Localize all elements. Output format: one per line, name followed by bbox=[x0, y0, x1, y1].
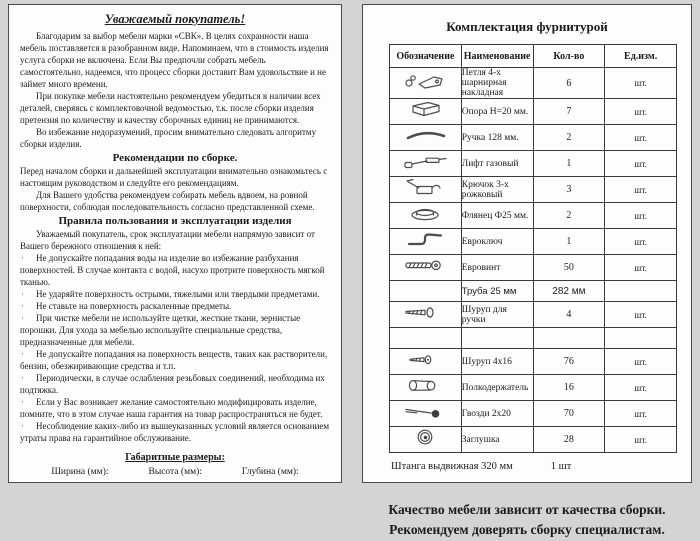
intro-paragraph: При покупке мебели настоятельно рекомендуем убедиться в наличии всех деталей, сверяясь с комплектовочной ведомостью, т.к. после сборки изделия претензия по количеству и качеству сборочных единиц не принимаются. bbox=[20, 90, 330, 126]
table-row: Заглушка 28 шт. bbox=[390, 427, 677, 453]
table-header-row bbox=[390, 45, 677, 68]
table-row: Шуруп для ручки 4 шт. bbox=[390, 302, 677, 328]
table-row: Лифт газовый 1 шт. bbox=[390, 151, 677, 177]
table-row: Полкодержатель 16 шт. bbox=[390, 375, 677, 401]
euro-screw-icon bbox=[401, 255, 449, 275]
assembly-paragraph: Для Вашего удобства рекомендуем собирать мебель вдвоем, на ровной поверхности, соблюдая последовательность согласно представленной схеме. bbox=[20, 189, 330, 213]
table-row: Крючок 3-х рожковый 3 шт. bbox=[390, 177, 677, 203]
table-row: Евроключ 1 шт. bbox=[390, 229, 677, 255]
rules-bullet-list bbox=[20, 252, 330, 444]
width-label: Ширина (мм): bbox=[51, 467, 108, 477]
footer-line: Рекомендуем доверять сборку специалистам. bbox=[363, 520, 691, 540]
col-header-unit: Ед.изм. bbox=[605, 45, 677, 68]
kit-title: Комплектация фурнитурой bbox=[363, 19, 691, 35]
dimensions-row bbox=[20, 467, 330, 477]
list-item: · Периодически, в случае ослабления резьбовых соединений, необходима их подтяжка. bbox=[20, 372, 330, 396]
list-item: · Несоблюдение каких-либо из вышеуказанных условий является основанием утраты права на гарантийное обслуживание. bbox=[20, 420, 330, 444]
table-row: Гвозди 2x20 70 шт. bbox=[390, 401, 677, 427]
list-item: · Не допускайте попадания на поверхность веществ, таких как растворители, бензин, обезжиривающие средства и т.п. bbox=[20, 348, 330, 372]
table-row: Шуруп 4x16 76 шт. bbox=[390, 349, 677, 375]
intro-paragraph: Во избежание недоразумений, просим внимательно следовать алгоритму сборки изделия. bbox=[20, 126, 330, 150]
col-header-name: Наименование bbox=[461, 45, 533, 68]
depth-label: Глубина (мм): bbox=[242, 467, 299, 477]
table-row: Петля 4-х шарнирная накладная 6 шт. bbox=[390, 68, 677, 99]
rules-intro: Уважаемый покупатель, срок эксплуатации мебели напрямую зависит от Вашего бережного отношения к ней: bbox=[20, 228, 330, 252]
list-item: · Не ударяйте поверхность острыми, тяжелыми или твердыми предметами. bbox=[20, 288, 330, 300]
table-row: Флянец Ф25 мм. 2 шт. bbox=[390, 203, 677, 229]
col-header-designation: Обозначение bbox=[390, 45, 462, 68]
table-row: Евровинт 50 шт. bbox=[390, 255, 677, 281]
shelf-pin-icon bbox=[401, 375, 449, 395]
intro-paragraph: Благодарим за выбор мебели марки «СВК». В целях сохранности наша мебель поставляется в разобранном виде. Напоминаем, что в стоимость изделия услуга сборки не включена. Если Вы предпочли собрать мебель самостоятельно, надеемся, что процесс сборки доставит Вам удовольствие и не займет много времени. bbox=[20, 30, 330, 90]
list-item: · При чистке мебели не используйте щетки, жесткие ткани, зернистые порошки. Для ухода за мебелью используйте специальные средства, предназначенные для мебели. bbox=[20, 312, 330, 348]
support-icon bbox=[401, 99, 449, 119]
list-item: · Не ставьте на поверхность раскаленные предметы. bbox=[20, 300, 330, 312]
table-row bbox=[390, 328, 677, 349]
hardware-table bbox=[389, 44, 677, 453]
extra-item-label: Штанга выдвижная 320 мм bbox=[391, 461, 513, 472]
flange-icon bbox=[401, 203, 449, 223]
hardware-kit-page bbox=[362, 4, 692, 483]
page-title: Уважаемый покупатель! bbox=[20, 12, 330, 27]
dimensions-heading: Габаритные размеры: bbox=[20, 452, 330, 463]
hinge-icon bbox=[401, 71, 449, 91]
gas-lift-icon bbox=[401, 151, 449, 171]
col-header-qty: Кол-во bbox=[533, 45, 605, 68]
footer-line: Качество мебели зависит от качества сборки. bbox=[363, 500, 691, 520]
assembly-paragraph: Перед началом сборки и дальнейшей эксплуатации внимательно ознакомьтесь с настоящим руководством и следуйте его рекомендациям. bbox=[20, 165, 330, 189]
height-label: Высота (мм): bbox=[149, 467, 202, 477]
extra-item-line bbox=[391, 461, 691, 472]
rules-heading: Правила пользования и эксплуатации изделия bbox=[20, 215, 330, 227]
table-row: Ручка 128 мм. 2 шт. bbox=[390, 125, 677, 151]
screw-icon bbox=[401, 349, 449, 369]
assembly-heading: Рекомендации по сборке. bbox=[20, 152, 330, 164]
hook-icon bbox=[401, 177, 449, 197]
table-row: Труба 25 мм 282 мм bbox=[390, 281, 677, 302]
handle-screw-icon bbox=[401, 302, 449, 322]
nail-icon bbox=[401, 401, 449, 421]
instructions-page bbox=[8, 4, 342, 483]
cap-icon bbox=[401, 427, 449, 447]
list-item: · Не допускайте попадания воды на изделие во избежание разбухания поверхностей. В случае контакта с водой, насухо протрите поверхность мягкой тканью. bbox=[20, 252, 330, 288]
extra-item-qty: 1 шт bbox=[551, 461, 572, 472]
list-item: · Если у Вас возникает желание самостоятельно модифицировать изделие, помните, что в этом случае наша гарантия на товар распространяться не будет. bbox=[20, 396, 330, 420]
table-row: Опора Н=20 мм. 7 шт. bbox=[390, 99, 677, 125]
euro-key-icon bbox=[401, 229, 449, 249]
handle-icon bbox=[401, 125, 449, 145]
quality-footer bbox=[363, 500, 691, 541]
